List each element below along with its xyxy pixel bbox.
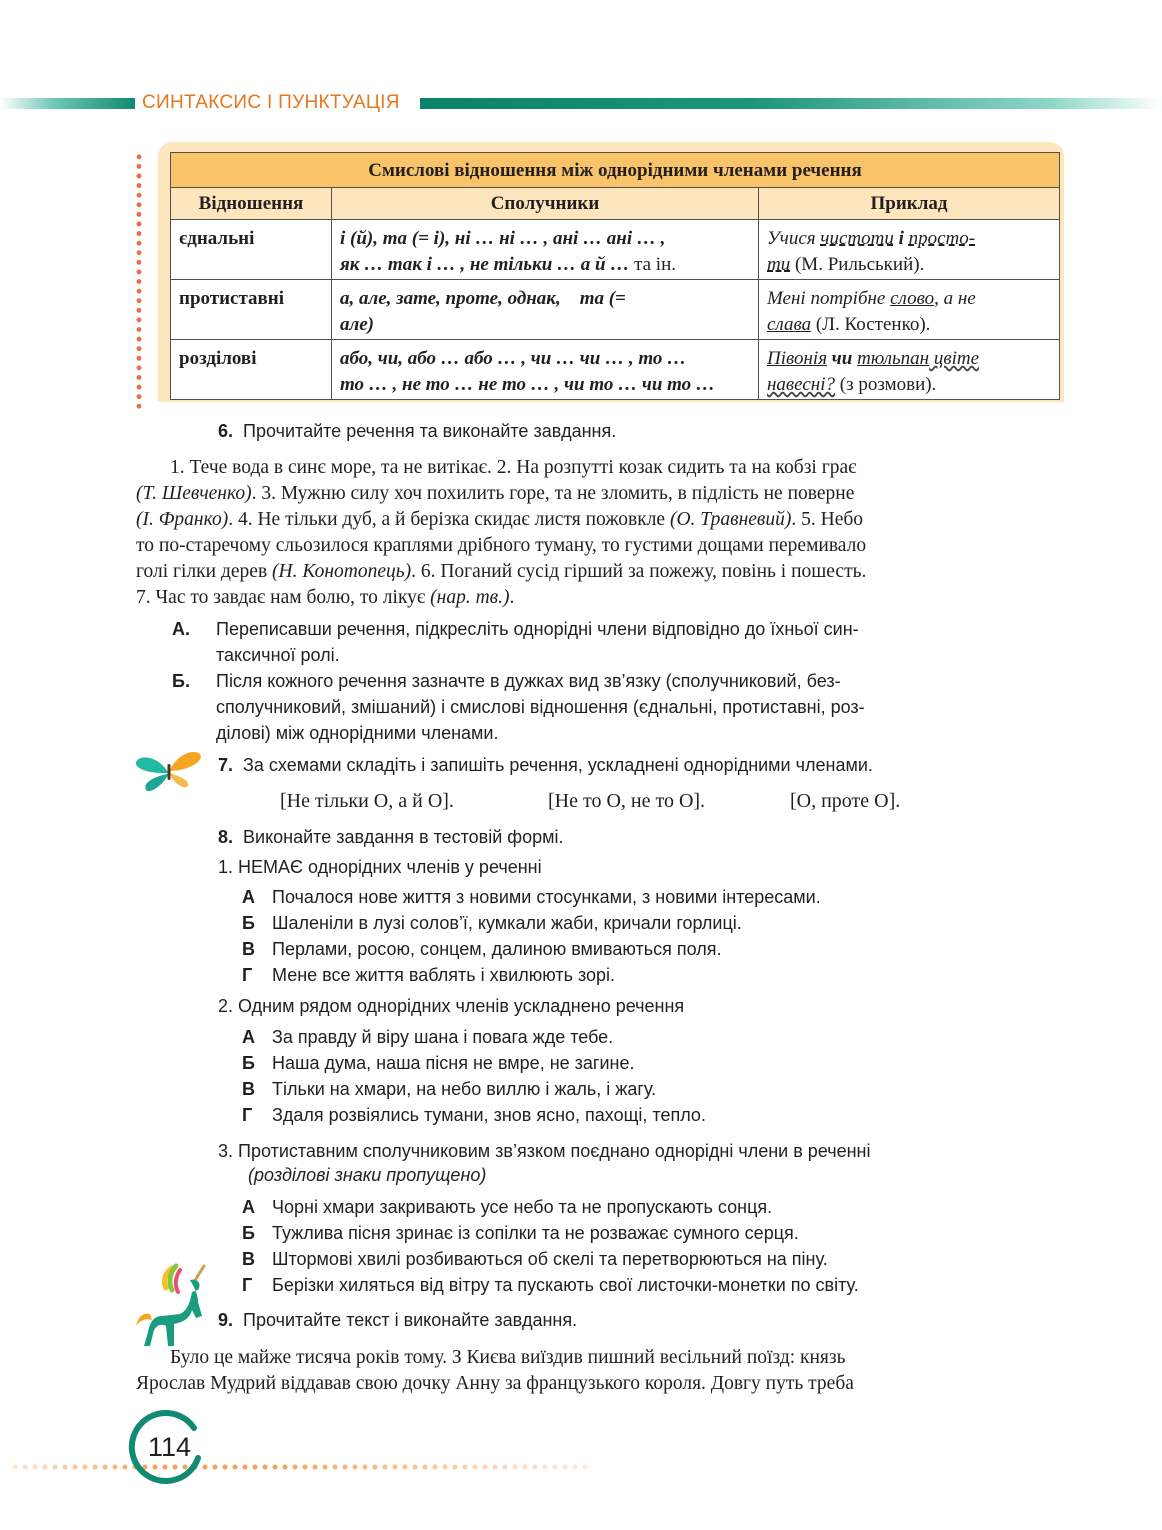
task-instruction: Прочитайте речення та виконайте завдання. [243,421,617,441]
text: . 5. Небо [791,509,864,530]
example-word: Півонія [767,348,828,369]
answer-option [242,1272,859,1298]
section-title: СИНТАКСИС І ПУНКТУАЦІЯ [142,92,400,113]
answer-option [242,1194,772,1220]
subtask-line: Переписавши речення, підкресліть однорідні члени відповідно до їхньої син- [216,619,859,639]
scheme-2: [Не то О, не то О]. [548,790,706,812]
option-letter: Г [242,1275,253,1295]
col-header-conjunctions: Сполучники [332,188,759,220]
task-6-heading [218,418,616,444]
task-7-heading [218,752,873,778]
option-text: Тужлива пісня зринає із сопілки та не розважає сумного серця. [272,1223,799,1243]
option-text: За правду й віру шана і повага жде тебе. [272,1027,614,1047]
text: голі гілки дерев [136,561,273,582]
example-author: (Л. Костенко). [811,314,931,335]
author: (О. Травневий) [669,509,792,530]
answer-option [242,1024,613,1050]
option-letter: А [242,1027,255,1047]
butterfly-icon [134,746,204,794]
task-9-heading [218,1307,577,1333]
conj-line [340,252,750,278]
example-cell [759,340,1060,400]
option-text: Наша дума, наша пісня не вмре, не загине. [272,1053,635,1073]
table-row [171,280,1060,340]
example-word: ти [767,254,791,275]
text-line [136,507,1066,533]
example-text: Учися [767,228,821,249]
task-8-heading [218,824,564,850]
subtask-label: А. [172,619,190,639]
task-6-subtask-a [172,616,972,668]
table-dotted-margin [135,152,143,412]
example-conj: чи [827,348,858,369]
option-letter: А [242,1197,255,1217]
option-letter: В [242,1249,255,1269]
option-text: Чорні хмари закривають усе небо та не пропускають сонця. [272,1197,773,1217]
answer-option [242,1102,706,1128]
unicorn-icon [132,1262,214,1348]
conjunctions-cell [332,220,759,280]
example-word: навесні? [767,374,835,395]
option-text: Шаленіли в лузі солов’ї, кумкали жаби, кричали горлиці. [272,913,742,933]
table-row [171,340,1060,400]
subtask-line: ділові) між однорідними членами. [216,723,499,743]
answer-option [242,936,721,962]
example-cell [759,220,1060,280]
conjunctions-cell [332,280,759,340]
example-conj: і [893,228,909,249]
text: . 4. Не тільки дуб, а й берізка скидає листя пожовкле [228,509,670,530]
relations-table [170,152,1060,400]
relation-cell: єднальні [171,220,332,280]
question-3-stem: 3. Протиставним сполучниковим зв’язком поєднано однорідні члени в реченні [218,1141,871,1161]
option-text: Перлами, росою, сонцем, далиною вмиваються поля. [272,939,722,959]
question-1-stem: 1. НЕМАЄ однорідних членів у реченні [218,857,542,877]
conjunctions-cell [332,340,759,400]
example-word: просто- [908,228,976,249]
text-line: Було це майже тисяча років тому. З Києва виїздив пишний весільний поїзд: князь [170,1347,846,1368]
task-instruction: Прочитайте текст і виконайте завдання. [243,1310,578,1330]
example-word: слово [890,288,935,309]
page-number: 114 [148,1432,192,1462]
scheme-1: [Не тільки О, а й О]. [280,790,454,812]
option-letter: В [242,939,255,959]
author: (І. Франко) [136,509,229,530]
table-row [171,220,1060,280]
conj-line: або, чи, або … або … , чи … чи … , то … [340,348,687,369]
task-instruction: Виконайте завдання в тестовій формі. [243,827,564,847]
option-letter: В [242,1079,255,1099]
option-letter: Б [242,1223,255,1243]
conj-line: то … , не то … не то … , чи то … чи то … [340,374,715,395]
example-word: слава [767,314,812,335]
option-letter: Б [242,1053,255,1073]
task-6-subtask-b [172,668,972,746]
relation-cell: протиставні [171,280,332,340]
conj-line: але) [340,314,375,335]
text-line: Ярослав Мудрий віддавав свою дочку Анну за французького короля. Довгу путь треба [136,1373,854,1394]
example-cell [759,280,1060,340]
scheme-3: [О, проте О]. [790,790,901,812]
author: (Н. Конотопець) [272,561,412,582]
option-letter: А [242,887,255,907]
header-band-left [0,98,135,109]
subtask-line: сполучниковий, змішаний) і смислові відношення (єднальні, протиставні, роз- [216,697,865,717]
text: 7. Час то завдає нам болю, то лікує [136,587,431,608]
col-header-relation: Відношення [171,188,332,220]
answer-option [242,1246,828,1272]
col-header-example: Приклад [759,188,1060,220]
option-text: Мене все життя ваблять і хвилюють зорі. [272,965,616,985]
subtask-line: Після кожного речення зазначте в дужках вид зв’язку (сполучниковий, без- [216,671,841,691]
example-author: (з розмови). [835,374,937,395]
footer-dotted-line [10,1462,590,1472]
author: (Т. Шевченко) [136,483,252,504]
task-instruction: За схемами складіть і запишіть речення, ускладнені однорідними членами. [243,755,873,775]
text: . 3. Мужню силу хоч похилить горе, та не зломить, в підлість не поверне [251,483,855,504]
example-word: чистоти [820,228,894,249]
text-line [136,585,1066,611]
example-text: , а не [934,288,976,309]
example-text: Мені потрібне [767,288,891,309]
header-band-right [420,98,1162,109]
option-letter: Б [242,913,255,933]
task-number: 6. [218,421,234,441]
option-text: Штормові хвилі розбиваються об скелі та перетворюються на піну. [272,1249,828,1269]
subtask-line: таксичної ролі. [216,645,340,665]
example-author: (М. Рильський). [790,254,925,275]
conj-line: а, але, зате, проте, однак, та (= [340,288,626,309]
conj-line: і (й), та (= і), ні … ні … , ані … ані … , [340,228,666,249]
option-letter: Г [242,1105,253,1125]
answer-option [242,962,615,988]
relation-cell: розділові [171,340,332,400]
task-6-sentences [136,455,1066,611]
example-word: тюльпан [857,348,930,369]
option-text: Тільки на хмари, на небо виллю і жаль, і жагу. [272,1079,657,1099]
answer-option [242,910,742,936]
task-9-text [136,1345,1066,1397]
answer-option [242,1076,656,1102]
option-text: Почалося нове життя з новими стосунками, з новими інтересами. [272,887,821,907]
text-line [136,481,1066,507]
option-text: Берізки хиляться від вітру та пускають свої листочки-монетки по світу. [272,1275,859,1295]
option-letter: Г [242,965,253,985]
task-number: 8. [218,827,234,847]
answer-option [242,1050,635,1076]
conj-etc: та ін. [629,254,677,275]
table-caption: Смислові відношення між однорідними членами речення [171,153,1060,188]
text: . 6. Поганий сусід гірший за пожежу, повінь і пошесть. [411,561,867,582]
text: . [509,587,515,608]
task-number: 7. [218,755,234,775]
conj-text: як … так і … , не тільки … а й … [340,254,630,275]
answer-option [242,884,821,910]
option-text: Здаля розвіялись тумани, знов ясно, пахощі, тепло. [272,1105,706,1125]
text-line: то по-старечому сльозилося краплями дрібного туману, то густими дощами перемивало [136,535,867,556]
answer-option [242,1220,799,1246]
question-3-note: (розділові знаки пропущено) [248,1165,487,1185]
example-word: цвіте [929,348,980,369]
question-2-stem: 2. Одним рядом однорідних членів ускладнено речення [218,996,685,1016]
text-line [136,559,1066,585]
task-number: 9. [218,1310,234,1330]
subtask-label: Б. [172,671,190,691]
author: (нар. тв.) [430,587,510,608]
text-line: 1. Тече вода в синє море, та не витікає. 2. На розпутті козак сидить та на кобзі грає [170,457,857,478]
